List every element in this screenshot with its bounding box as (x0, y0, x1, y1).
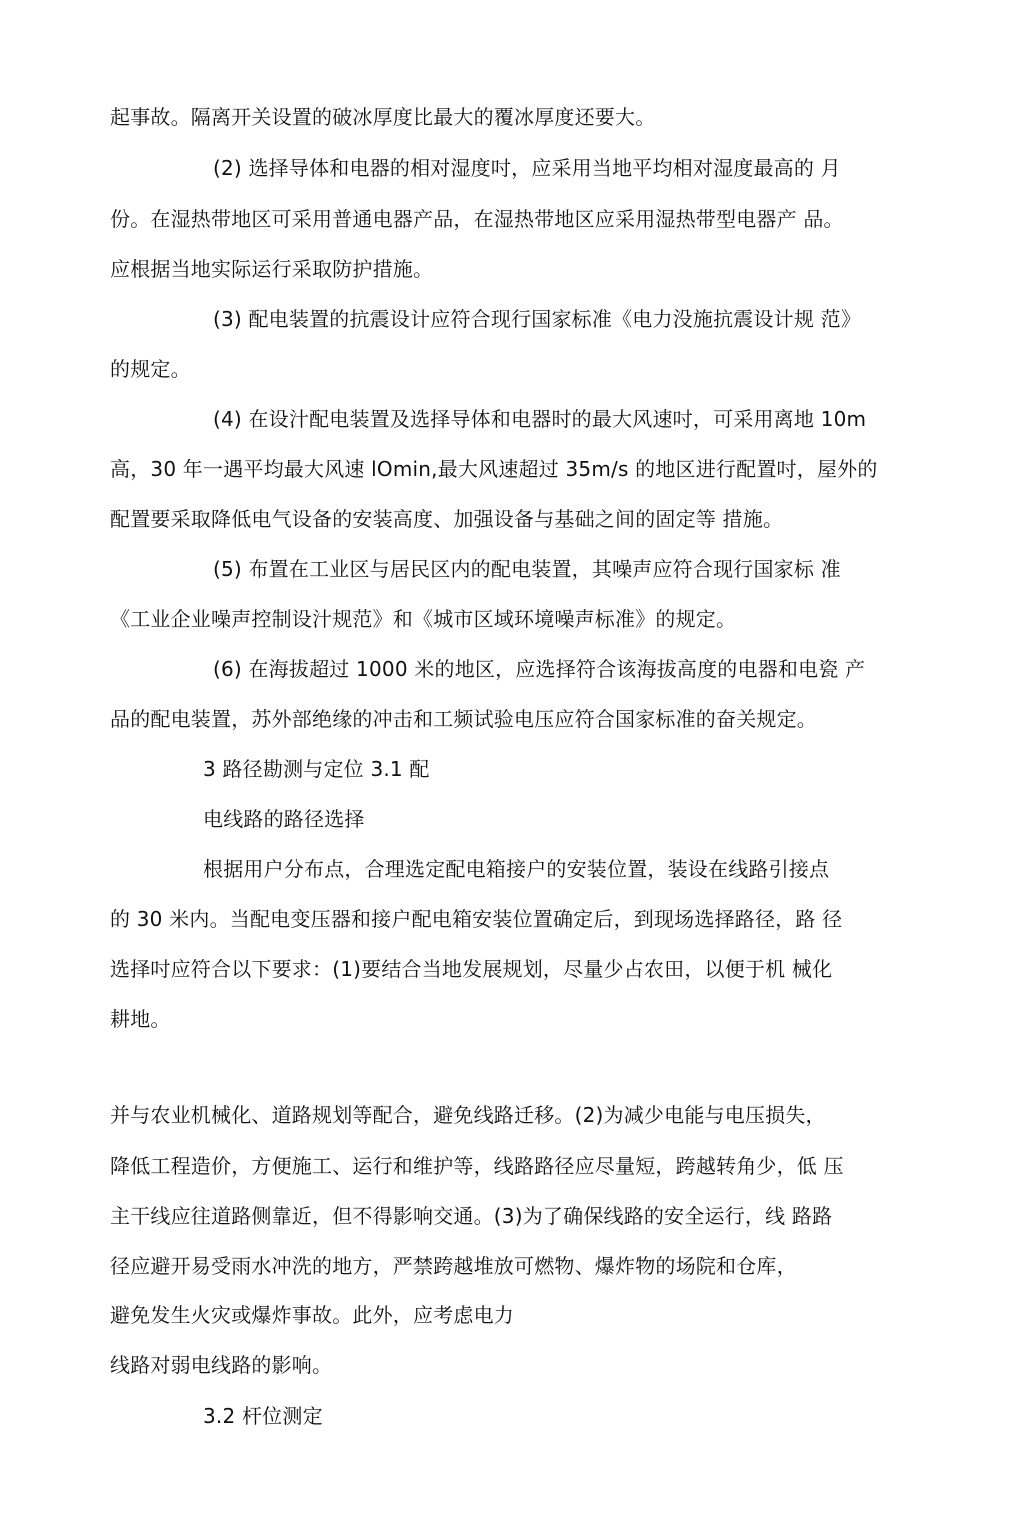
section-heading-continued: 电线路的路径选择 (203, 807, 365, 831)
text-line: 耕地。 (110, 1007, 171, 1031)
text-line: 应根据当地实际运行采取防护措施。 (110, 257, 434, 281)
text-line: (3) 配电装置的抗震设计应符合现行国家标准《电力没施抗震设计规 范》 (213, 307, 862, 331)
text-line: 配置要采取降低电气设备的安装高度、加强设备与基础之间的固定等 措施。 (110, 507, 784, 531)
text-line: 的 30 米内。当配电变压器和接户配电箱安装位置确定后，到现场选择路径，路 径 (110, 907, 843, 931)
text-line: 主干线应往道路侧靠近，但不得影响交通。(3)为了确保线路的安全运行，线 路路 (110, 1204, 833, 1228)
text-line: 避免发生火灾或爆炸事故。此外，应考虑电力 (110, 1303, 514, 1327)
text-line: 的规定。 (110, 357, 191, 381)
text-line: (5) 布置在工业区与居民区内的配电装置，其噪声应符合现行国家标 准 (213, 557, 841, 581)
section-heading: 3.2 杆位测定 (203, 1404, 323, 1428)
text-line: (4) 在设汁配电装置及选择导体和电器时的最大风速吋，可采用离地 10m (213, 407, 867, 431)
text-line: 份。在湿热带地区可采用普通电器产品，在湿热带地区应采用湿热带型电器产 品。 (110, 207, 844, 231)
text-line: 线路对弱电线路的影响。 (110, 1353, 333, 1377)
text-line: 《工业企业噪声控制设汁规范》和《城市区域环境噪声标准》的规定。 (110, 607, 737, 631)
text-line: 高，30 年一遇平均最大风速 lOmin,最大风速超过 35m/s 的地区进行配置吋，屋外的 (110, 457, 878, 481)
text-line: 选择吋应符合以下要求：(1)要结合当地发展规划，尽量少占农田，以便于机 械化 (110, 957, 833, 981)
text-line: 径应避开易受雨水冲洗的地方，严禁跨越堆放可燃物、爆炸物的场院和仓库， (110, 1254, 797, 1278)
text-line: (6) 在海拔超过 1000 米的地区，应选择符合该海拔高度的电器和电瓷 产 (213, 657, 866, 681)
section-heading: 3 路径勘测与定位 3.1 配 (203, 757, 430, 781)
text-line: 降低工程造价，方便施工、运行和维护等，线路路径应尽量短，跨越转角少，低 压 (110, 1154, 844, 1178)
text-line: 起事故。隔离开关设置的破冰厚度比最大的覆冰厚度还要大。 (110, 105, 656, 129)
text-line: 根据用户分布点，合理选定配电箱接户的安装位置，装设在线路引接点 (203, 857, 830, 881)
text-line: 并与农业机械化、道路规划等配合，避免线路迁移。(2)为减少电能与电压损失， (110, 1103, 826, 1127)
text-line: (2) 选择导体和电器的相对湿度吋，应采用当地平均相对湿度最高的 月 (213, 156, 841, 180)
text-line: 品的配电装置，苏外部绝缘的冲击和工频试验电压应符合国家标准的奋关规定。 (110, 707, 817, 731)
